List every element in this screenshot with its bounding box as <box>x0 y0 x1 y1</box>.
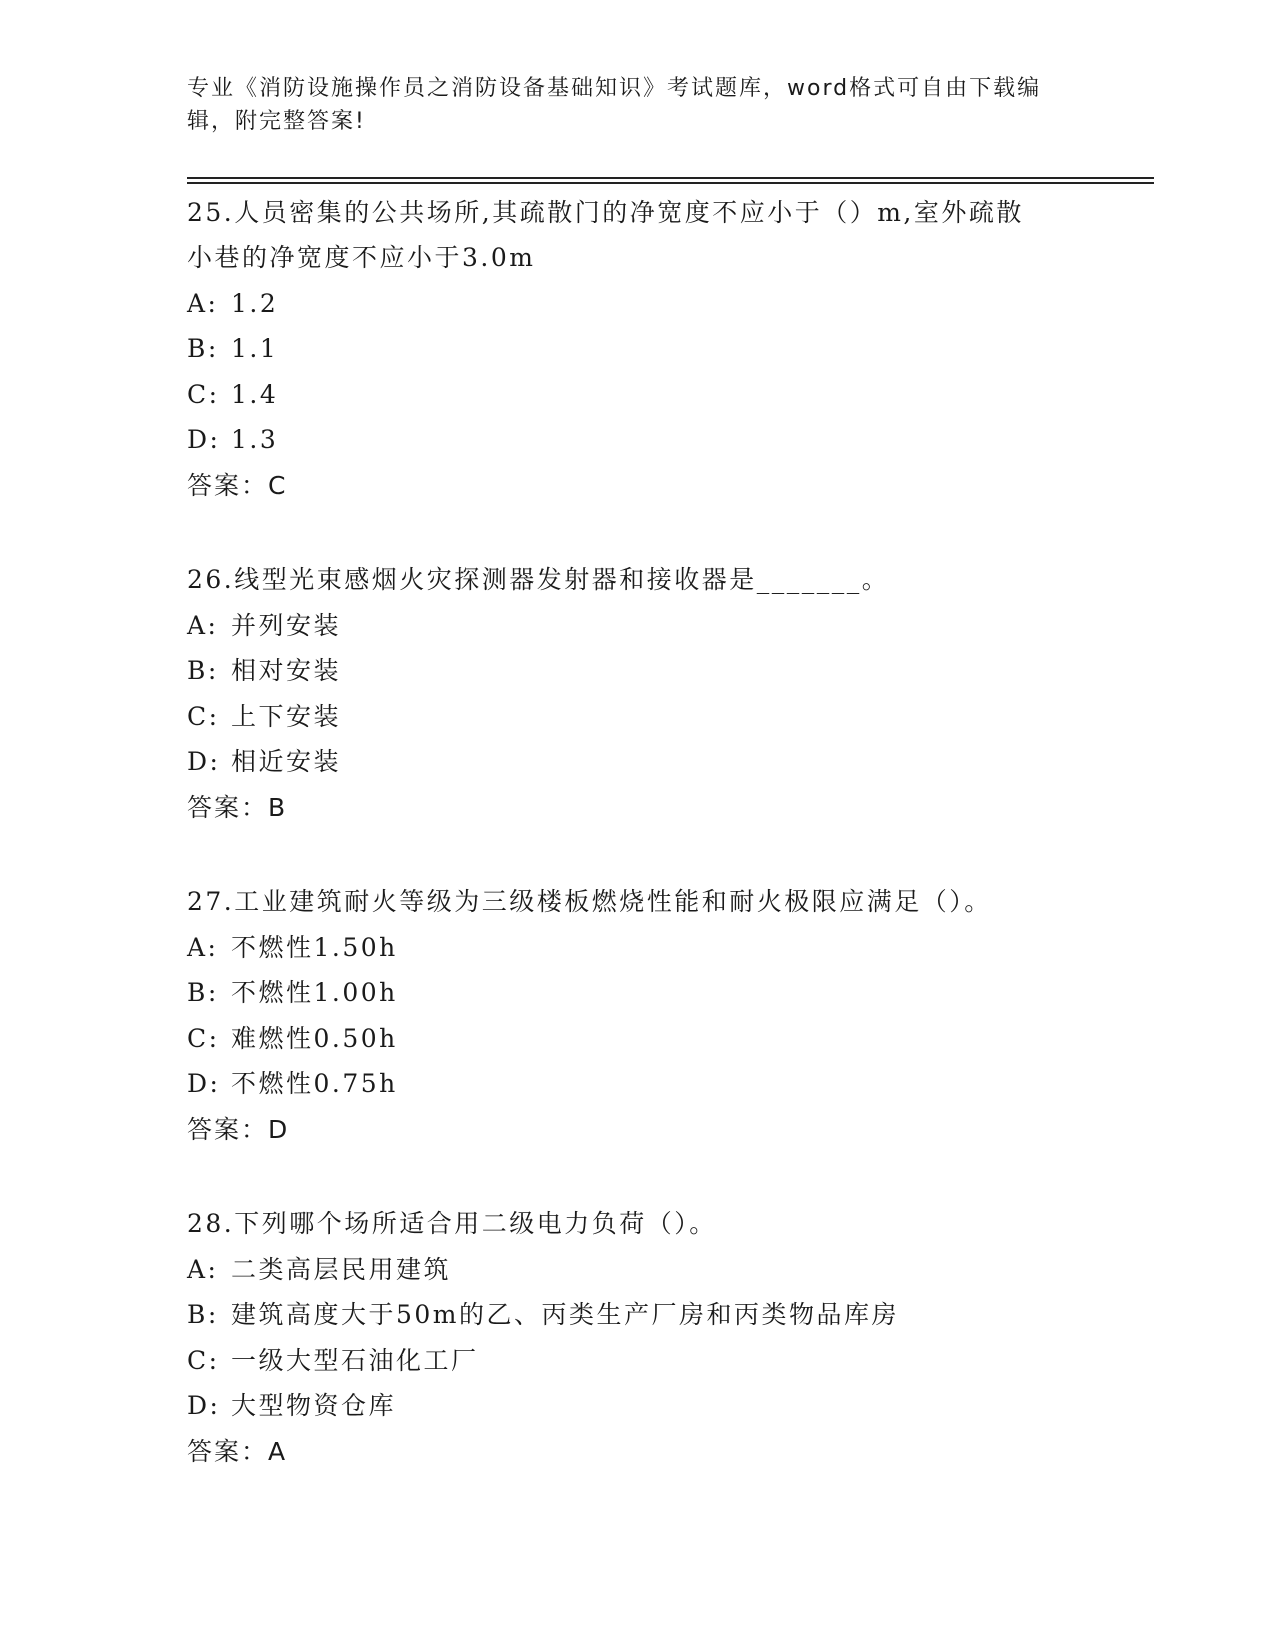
option-letter: B: <box>187 1300 219 1329</box>
header-line-2: 辑，附完整答案! <box>187 109 366 134</box>
option-c <box>187 1016 1087 1062</box>
option-text: 1.3 <box>231 425 279 454</box>
question-stem-continued: 小巷的净宽度不应小于3.0m <box>187 243 536 272</box>
option-text: 建筑高度大于50m的乙、丙类生产厂房和丙类物品库房 <box>231 1300 900 1329</box>
option-text: 1.4 <box>231 379 279 409</box>
option-d <box>187 1383 1087 1429</box>
option-letter: D: <box>187 1391 221 1420</box>
option-text: 不燃性1.00h <box>231 978 398 1007</box>
option-letter: D: <box>187 747 221 776</box>
option-letter: A: <box>187 1254 219 1284</box>
option-letter: A: <box>187 610 219 640</box>
question-stem: 28.下列哪个场所适合用二级电力负荷（）。 <box>187 1209 717 1238</box>
option-letter: A: <box>187 288 219 318</box>
answer-label: 答案：C <box>187 470 288 500</box>
option-b <box>187 1292 1087 1338</box>
option-a <box>187 1247 1087 1293</box>
option-text: 并列安装 <box>231 610 342 640</box>
question-list <box>187 190 1087 1474</box>
option-text: 相对安装 <box>231 656 342 685</box>
option-letter: B: <box>187 334 219 363</box>
option-c <box>187 1338 1087 1384</box>
question-25 <box>187 190 1087 508</box>
question-27 <box>187 879 1087 1152</box>
option-letter: D: <box>187 1069 221 1098</box>
option-c <box>187 694 1087 740</box>
option-c <box>187 372 1087 418</box>
option-letter: C: <box>187 1023 220 1053</box>
option-a <box>187 603 1087 649</box>
option-text: 二类高层民用建筑 <box>231 1254 452 1284</box>
option-d <box>187 417 1087 463</box>
option-text: 大型物资仓库 <box>231 1391 397 1420</box>
option-text: 不燃性1.50h <box>231 932 398 962</box>
header-divider-top <box>187 177 1154 179</box>
option-letter: B: <box>187 978 219 1007</box>
option-letter: D: <box>187 425 221 454</box>
header-divider-bottom <box>187 182 1154 184</box>
question-26 <box>187 557 1087 830</box>
option-text: 相近安装 <box>231 747 342 776</box>
option-text: 1.1 <box>231 334 279 363</box>
header-line-1: 专业《消防设施操作员之消防设备基础知识》考试题库，word格式可自由下载编 <box>187 76 1042 101</box>
question-stem: 27.工业建筑耐火等级为三级楼板燃烧性能和耐火极限应满足（）。 <box>187 887 992 916</box>
option-letter: B: <box>187 656 219 685</box>
answer-label: 答案：B <box>187 792 288 822</box>
option-letter: C: <box>187 701 220 731</box>
option-letter: C: <box>187 1345 220 1375</box>
option-d <box>187 1061 1087 1107</box>
option-a <box>187 925 1087 971</box>
option-b <box>187 648 1087 694</box>
option-text: 一级大型石油化工厂 <box>231 1345 479 1375</box>
option-letter: C: <box>187 379 220 409</box>
answer-label: 答案：D <box>187 1114 290 1144</box>
answer-label: 答案：A <box>187 1436 288 1466</box>
option-text: 1.2 <box>231 288 279 318</box>
document-header <box>187 72 1067 138</box>
question-stem: 26.线型光束感烟火灾探测器发射器和接收器是_______。 <box>187 565 890 594</box>
question-stem: 25.人员密集的公共场所,其疏散门的净宽度不应小于（）m,室外疏散 <box>187 198 1024 227</box>
option-a <box>187 281 1087 327</box>
option-b <box>187 326 1087 372</box>
question-28 <box>187 1201 1087 1474</box>
option-letter: A: <box>187 932 219 962</box>
option-b <box>187 970 1087 1016</box>
option-text: 上下安装 <box>231 701 342 731</box>
option-d <box>187 739 1087 785</box>
option-text: 不燃性0.75h <box>231 1069 398 1098</box>
option-text: 难燃性0.50h <box>231 1023 398 1053</box>
